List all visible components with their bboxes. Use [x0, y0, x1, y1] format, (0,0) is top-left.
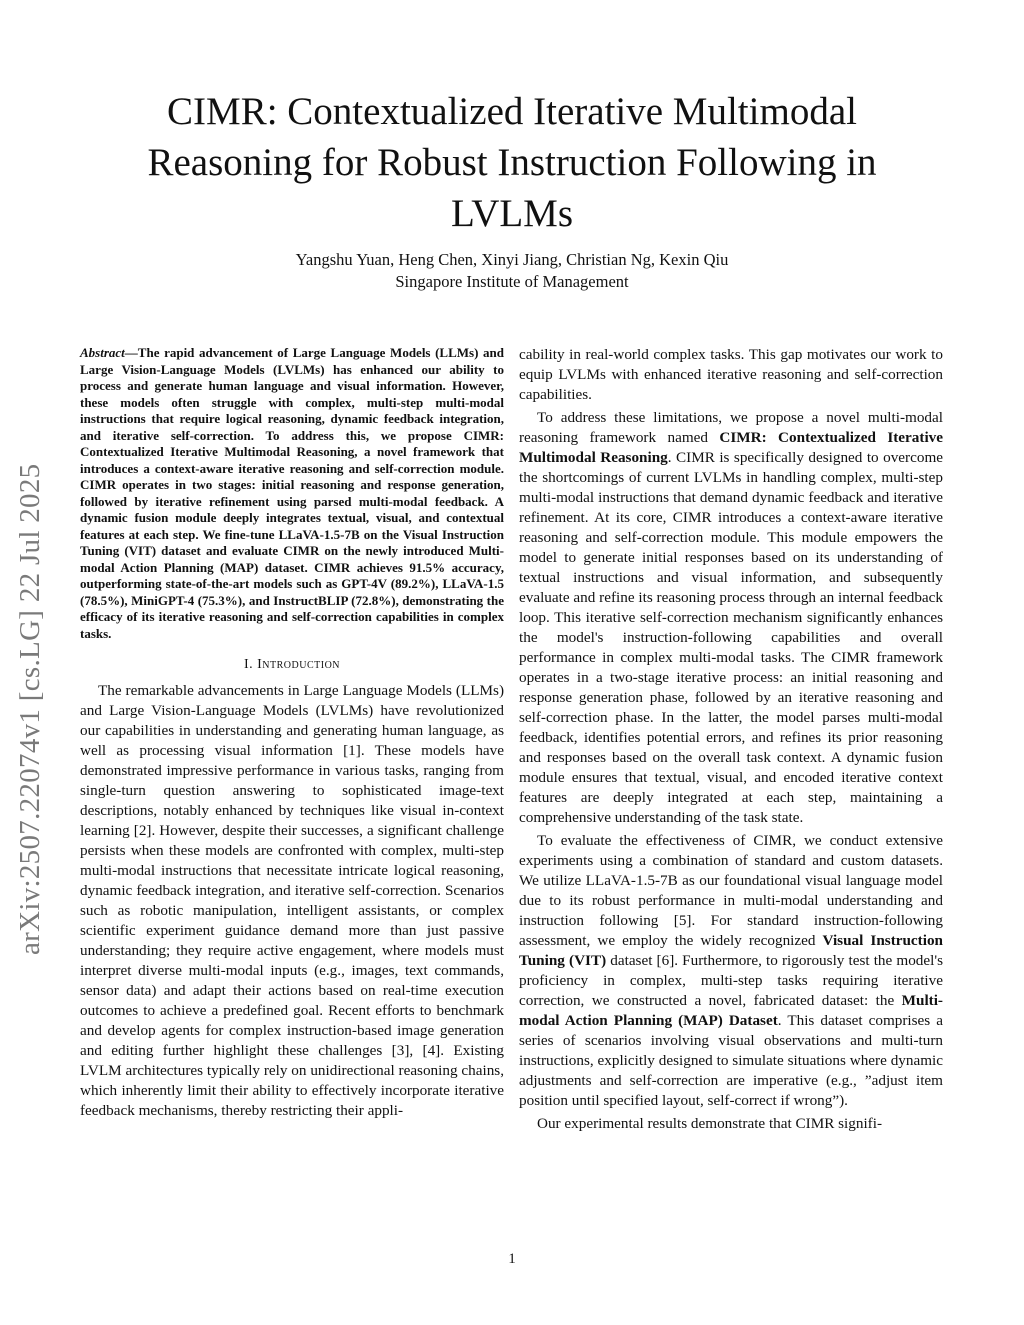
intro-paragraph-continued: cability in real-world complex tasks. This gap motivates our work to equip LVLMs with enhanced iterative reasoning and self-correction capabilities.	[519, 346, 943, 403]
introduction-body	[80, 681, 504, 1121]
intro-paragraph-3	[519, 831, 943, 1111]
para2-framework-name: CIMR: Contextualized Iterative Multimodal Reasoning	[519, 429, 943, 466]
para3-text-b: dataset [6]. Furthermore, to rigorously test the model's proficiency in complex, multi-step tasks requiring iterative correction, we constructed a novel, fabricated dataset: the	[519, 952, 943, 1009]
intro-paragraph-4: Our experimental results demonstrate that CIMR signifi-	[537, 1115, 883, 1132]
title-line-3: LVLMs	[450, 192, 574, 235]
right-column	[519, 345, 943, 1134]
intro-paragraph-2	[519, 408, 943, 828]
para2-text-b: . CIMR is specifically designed to overcome the shortcomings of current LVLMs in handling complex, multi-step multi-modal instructions that demand dynamic feedback and iterative refinement. At its core, CIMR introduces a context-aware iterative reasoning and self-correction module. This module empowers the model to generate initial responses based on its understanding of textual instructions and visual information, and subsequently evaluate and refine its reasoning process through an internal feedback loop. This iterative self-correction mechanism significantly enhances the model's instruction-following capabilities and overall performance in complex multi-modal tasks. The CIMR framework operates in a two-stage iterative process: an initial reasoning and response generation phase, followed by an iterative reasoning and self-correction phase. In the latter, the model parses multi-modal feedback, identifies potential errors, and refines its prior reasoning and responses based on the overall task context. A dynamic fusion module ensures that textual, visual, and encoded iterative context features are deeply integrated at each step, maintaining a comprehensive understanding of the task state.	[519, 449, 943, 826]
para2-text-a: To address these limitations, we propose a novel multi-modal reasoning framework named	[519, 409, 943, 446]
affiliation: Singapore Institute of Management	[395, 272, 629, 291]
author-block	[80, 249, 944, 293]
para3-text-a: To evaluate the effectiveness of CIMR, we conduct extensive experiments using a combination of standard and custom datasets. We utilize LLaVA-1.5-7B as our foundational visual language model due to its robust performance in multi-modal understanding and instruction following [5]. For standard instruction-following assessment, we employ the widely recognized	[519, 832, 943, 949]
arxiv-identifier-stamp: arXiv:2507.22074v1 [cs.LG] 22 Jul 2025	[14, 463, 46, 955]
para3-map-dataset: Multi-modal Action Planning (MAP) Dataset	[519, 992, 943, 1029]
author-list: Yangshu Yuan, Heng Chen, Xinyi Jiang, Christian Ng, Kexin Qiu	[295, 250, 729, 269]
abstract	[80, 345, 504, 642]
paper-title	[80, 86, 944, 239]
para3-text-c: . This dataset comprises a series of scenarios involving visual observations and multi-turn instructions, explicitly designed to simulate situations where dynamic adjustments and self-correction are imperative (e.g., ”adjust item position until specified layout, self-correct if wrong”).	[519, 1012, 943, 1109]
title-line-1: CIMR: Contextualized Iterative Multimodal	[167, 90, 857, 133]
page-number: 1	[508, 1251, 516, 1267]
abstract-text: The rapid advancement of Large Language Models (LLMs) and Large Vision-Language Models (LVLMs) has enhanced our ability to process and generate human language and visual information. However, these models often struggle with complex, multi-step multi-modal instructions that require logical reasoning, dynamic feedback integration, and iterative self-correction. To address this, we propose CIMR: Contextualized Iterative Multimodal Reasoning, a novel framework that introduces a context-aware iterative reasoning and self-correction module. CIMR operates in two stages: initial reasoning and response generation, followed by iterative refinement using parsed multi-modal feedback. A dynamic fusion module deeply integrates textual, visual, and contextual features at each step. We fine-tune LLaVA-1.5-7B on the Visual Instruction Tuning (VIT) dataset and evaluate CIMR on the newly introduced Multi-modal Action Planning (MAP) dataset. CIMR achieves 91.5% accuracy, outperforming state-of-the-art models such as GPT-4V (89.2%), LLaVA-1.5 (78.5%), MiniGPT-4 (75.3%), and InstructBLIP (72.8%), demonstrating the efficacy of its iterative reasoning and self-correction capabilities in complex tasks.	[80, 345, 504, 641]
title-line-2: Reasoning for Robust Instruction Following in	[147, 141, 877, 184]
left-column	[80, 345, 504, 1121]
intro-paragraph-1: The remarkable advancements in Large Language Models (LLMs) and Large Vision-Language Models (LVLMs) have revolutionized our capabilities in understanding and generating human language, as well as processing visual information [1]. These models have demonstrated impressive performance in various tasks, ranging from single-turn question answering to sophisticated image-text descriptions, notably enhanced by techniques like visual in-context learning [2]. However, despite their successes, a significant challenge persists when these models are confronted with complex, multi-step multi-modal instructions that necessitate intricate logical reasoning, dynamic feedback integration, and iterative self-correction. Scenarios such as robotic manipulation, intelligent assistants, or complex scientific experiment guidance demand more than just passive understanding; they require active engagement, where models must interpret diverse multi-modal inputs (e.g., images, text commands, sensor data) and adapt their actions based on real-time execution outcomes to achieve a predefined goal. Recent efforts to benchmark and develop agents for complex instruction-based image generation and editing further highlight these challenges [3], [4]. Existing LVLM architectures typically rely on unidirectional reasoning chains, which inherently limit their ability to effectively incorporate iterative feedback mechanisms, thereby restricting their appli-	[80, 682, 504, 1119]
abstract-label: Abstract	[80, 345, 125, 360]
abstract-separator: —	[124, 345, 138, 360]
para3-vit-dataset: Visual Instruction Tuning (VIT)	[519, 932, 943, 969]
section-heading-introduction: I. Introduction	[243, 657, 341, 672]
